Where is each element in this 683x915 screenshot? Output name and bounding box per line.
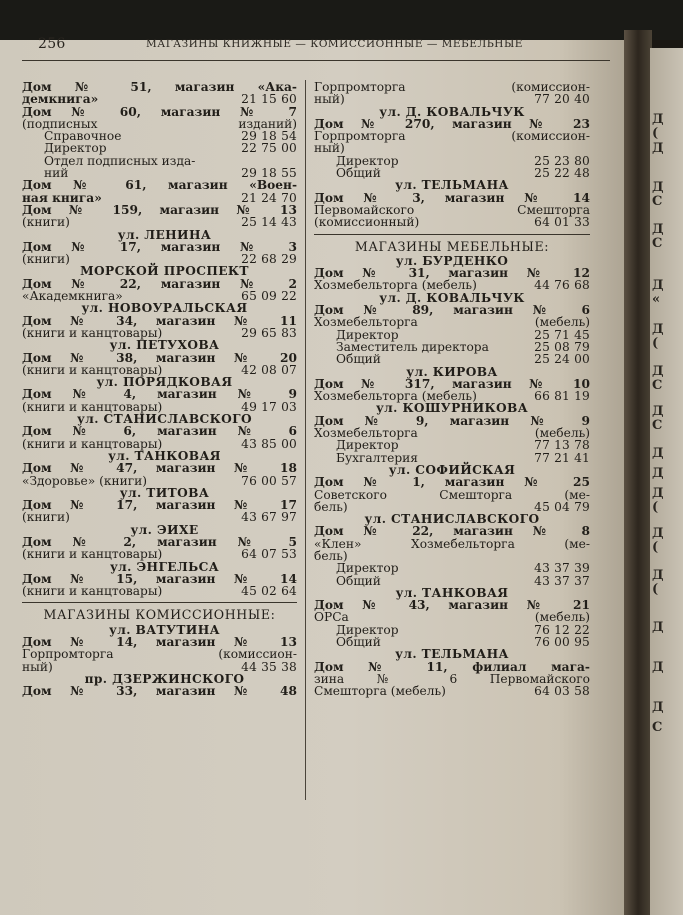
page-number: 256 xyxy=(38,36,66,52)
next-page-fragment: С xyxy=(652,194,663,209)
listing-text: Директор xyxy=(44,141,107,156)
street-heading: ул. СТАНИСЛАВСКОГО xyxy=(77,412,252,427)
listing-text: Дом № 2, магазин № 5 xyxy=(22,534,297,549)
next-page-fragment: Д xyxy=(652,466,664,481)
phone-number: 25 24 00 xyxy=(534,352,590,367)
listing-text: Общий xyxy=(336,573,381,588)
next-page-fragment: Д xyxy=(652,568,664,583)
next-page-fragment: Д xyxy=(652,486,664,501)
listing-text: Общий xyxy=(336,635,381,650)
listing-text: Дом № 31, магазин № 12 xyxy=(314,266,590,281)
phone-number: 29 18 54 xyxy=(241,129,297,144)
phone-number: 25 14 43 xyxy=(241,215,297,230)
listing-text: Директор xyxy=(336,438,399,453)
listing-text: (книги и канцтовары) xyxy=(22,362,163,377)
listing-text: ОРСа (мебель) xyxy=(314,610,590,625)
next-page-fragment: Д xyxy=(652,404,664,419)
listing-text: Дом № 33, магазин № 48 xyxy=(22,684,297,699)
book-spine xyxy=(624,30,652,915)
listing-text: Дом № 17, магазин № 3 xyxy=(22,239,297,254)
phone-number: 77 20 40 xyxy=(534,92,590,107)
next-page-fragment: ( xyxy=(652,582,659,597)
listing-text: Хозмебельторга (мебель) xyxy=(314,278,477,293)
phone-number: 76 12 22 xyxy=(534,622,590,637)
listing-line xyxy=(314,390,590,402)
street-heading: ул. СОФИЙСКАЯ xyxy=(388,462,516,477)
listing-line xyxy=(22,253,297,265)
listing-text: (книги) xyxy=(22,510,70,525)
listing-text: Дом № 11, филиал мага- xyxy=(314,659,590,674)
listing-line xyxy=(314,353,590,365)
listing-text: (книги и канцтовары) xyxy=(22,399,163,414)
next-page-fragment: ( xyxy=(652,126,659,141)
background-top xyxy=(0,0,683,40)
listing-text: (книги и канцтовары) xyxy=(22,325,163,340)
street-heading: пр. ДЗЕРЖИНСКОГО xyxy=(84,671,245,686)
phone-number: 43 85 00 xyxy=(241,436,297,451)
listing-line xyxy=(314,142,590,154)
phone-number: 43 37 37 xyxy=(534,573,590,588)
next-page-fragment: Д xyxy=(652,620,664,635)
next-page-fragment: Д xyxy=(652,700,664,715)
street-heading: ул. ЛЕНИНА xyxy=(117,227,212,242)
listing-text: Дом № 47, магазин № 18 xyxy=(22,461,297,476)
listing-text: (комиссионный) xyxy=(314,215,420,230)
phone-number: 64 07 53 xyxy=(241,547,297,562)
next-page-fragment: Д xyxy=(652,112,664,127)
listing-line xyxy=(22,462,297,474)
street-heading: ул. ПЕТУХОВА xyxy=(109,338,220,353)
listing-text: Общий xyxy=(336,352,381,367)
listing-text: Дом № 61, магазин «Воен- xyxy=(22,178,297,193)
column-divider xyxy=(305,80,306,800)
phone-number: 25 23 80 xyxy=(534,153,590,168)
next-page-fragment: « xyxy=(652,292,661,307)
listing-text: ный) xyxy=(314,141,345,156)
listing-text: Горпромторга (комиссион- xyxy=(314,80,590,94)
phone-number: 44 35 38 xyxy=(241,659,297,674)
next-page-fragment: Д xyxy=(652,222,664,237)
listing-text: Дом № 6, магазин № 6 xyxy=(22,424,297,439)
street-heading: ул. ТАНКОВАЯ xyxy=(108,448,221,463)
listing-text: Директор xyxy=(336,327,399,342)
listing-text: (книги и канцтовары) xyxy=(22,584,163,599)
listing-text: Общий xyxy=(336,166,381,181)
listing-text: Хозмебельторга (мебель) xyxy=(314,315,590,330)
street-heading: ул. Д. КОВАЛЬЧУК xyxy=(379,104,525,119)
left-column xyxy=(22,81,297,698)
listing-text: Дом № 22, магазин № 2 xyxy=(22,276,297,291)
phone-number: 25 22 48 xyxy=(534,166,590,181)
listing-text: Дом № 34, магазин № 11 xyxy=(22,313,297,328)
listing-line xyxy=(314,636,590,648)
listing-line xyxy=(314,130,590,142)
phone-number: 76 00 95 xyxy=(534,635,590,650)
listing-line xyxy=(314,216,590,228)
phone-number: 66 81 19 xyxy=(534,389,590,404)
listing-line xyxy=(314,538,590,550)
listing-line xyxy=(22,661,297,673)
listing-text: Дом № 4, магазин № 9 xyxy=(22,387,297,402)
page-header xyxy=(38,36,558,54)
listing-line xyxy=(22,685,297,697)
listing-line xyxy=(22,327,297,339)
listing-text: (книги) xyxy=(22,215,70,230)
listing-text: Дом № 270, магазин № 23 xyxy=(314,116,590,131)
listing-line xyxy=(22,93,297,105)
listing-line xyxy=(314,167,590,179)
listing-line xyxy=(314,562,590,574)
phone-number: 76 00 57 xyxy=(241,473,297,488)
listing-text: «Академкнига» xyxy=(22,289,123,304)
listing-text: бель) xyxy=(314,548,348,563)
listing-text: (книги и канцтовары) xyxy=(22,436,163,451)
section-rule xyxy=(314,234,590,235)
next-page-fragment: С xyxy=(652,236,663,251)
phone-number: 43 67 97 xyxy=(241,510,297,525)
listing-line xyxy=(314,439,590,451)
next-page-fragment: Д xyxy=(652,322,664,337)
phone-number: 25 08 79 xyxy=(534,339,590,354)
listing-text: Хозмебельторга (мебель) xyxy=(314,389,477,404)
listing-text: Директор xyxy=(336,153,399,168)
phone-number: 25 71 45 xyxy=(534,327,590,342)
listing-line xyxy=(314,685,590,697)
listing-line xyxy=(314,489,590,501)
next-page-fragment: Д xyxy=(652,526,664,541)
next-page-fragment: Д xyxy=(652,660,664,675)
listing-line xyxy=(22,364,297,376)
street-heading: ул. БУРДЕНКО xyxy=(395,253,509,268)
listing-text: бель) xyxy=(314,499,348,514)
street-heading: ул. ВАТУТИНА xyxy=(109,622,220,637)
listing-text: Дом № 317, магазин № 10 xyxy=(314,376,590,391)
street-heading: ул. ЭИХЕ xyxy=(130,522,199,537)
phone-number: 64 03 58 xyxy=(534,684,590,699)
listing-line xyxy=(314,501,590,513)
street-heading: ул. КИРОВА xyxy=(406,364,498,379)
listing-line xyxy=(22,216,297,228)
street-heading: ул. ТЕЛЬМАНА xyxy=(395,178,509,193)
phone-number: 29 65 83 xyxy=(241,325,297,340)
listing-line xyxy=(22,388,297,400)
listing-text: Дом № 17, магазин № 17 xyxy=(22,498,297,513)
street-heading: ул. СТАНИСЛАВСКОГО xyxy=(364,512,540,527)
next-page-fragment: С xyxy=(652,378,663,393)
listing-text: Смешторга (мебель) xyxy=(314,684,446,699)
listing-text: (подписных изданий) xyxy=(22,116,297,131)
listing-text: Хозмебельторга (мебель) xyxy=(314,426,590,441)
next-page-fragment: Д xyxy=(652,180,664,195)
phone-number: 21 15 60 xyxy=(241,92,297,107)
listing-text: Дом № 15, магазин № 14 xyxy=(22,571,297,586)
next-page-fragment: ( xyxy=(652,540,659,555)
street-heading: ул. КОШУРНИКОВА xyxy=(375,401,529,416)
listing-text: Первомайского Смешторга xyxy=(314,202,590,217)
running-title: МАГАЗИНЫ КНИЖНЫЕ — КОМИССИОННЫЕ — МЕБЕЛЬНЫЕ xyxy=(146,38,523,50)
phone-number: 22 75 00 xyxy=(241,141,297,156)
street-heading: ул. ЭНГЕЛЬСА xyxy=(109,559,220,574)
street-heading: ул. ТИТОВА xyxy=(119,485,210,500)
listing-line xyxy=(22,179,297,191)
listing-text: Дом № 60, магазин № 7 xyxy=(22,104,297,119)
listing-line xyxy=(22,438,297,450)
listing-text: Дом № 22, магазин № 8 xyxy=(314,524,590,539)
phone-number: 45 04 79 xyxy=(534,499,590,514)
next-page-fragment: С xyxy=(652,720,663,735)
listing-text: Дом № 89, магазин № 6 xyxy=(314,303,590,318)
listing-text: демкнига» xyxy=(22,92,99,107)
right-column xyxy=(314,81,590,698)
phone-number: 64 01 33 xyxy=(534,215,590,230)
listing-text: Дом № 38, магазин № 20 xyxy=(22,350,297,365)
listing-text: «Клен» Хозмебельторга (ме- xyxy=(314,536,590,551)
listing-line xyxy=(22,142,297,154)
listing-text: Бухгалтерия xyxy=(336,450,418,465)
listing-text: Советского Смешторга (ме- xyxy=(314,487,590,502)
listing-text: ний xyxy=(44,166,69,181)
listing-line xyxy=(314,316,590,328)
street-heading: ул. ПОРЯДКОВАЯ xyxy=(96,375,233,390)
listing-line xyxy=(22,475,297,487)
listing-text: Дом № 1, магазин № 25 xyxy=(314,475,590,490)
next-page-edge xyxy=(650,48,683,915)
listing-line xyxy=(314,476,590,488)
listing-text: «Здоровье» (книги) xyxy=(22,473,147,488)
phone-number: 43 37 39 xyxy=(534,561,590,576)
listing-text: Дом № 9, магазин № 9 xyxy=(314,413,590,428)
phone-number: 77 13 78 xyxy=(534,438,590,453)
next-page-fragment: С xyxy=(652,418,663,433)
phone-number: 22 68 29 xyxy=(241,252,297,267)
phone-number: 65 09 22 xyxy=(241,289,297,304)
listing-line xyxy=(22,548,297,560)
listing-text: Дом № 159, магазин № 13 xyxy=(22,202,297,217)
phone-number: 44 76 68 xyxy=(534,278,590,293)
listing-text: Отдел подписных изда- xyxy=(44,153,196,168)
listing-text: (книги и канцтовары) xyxy=(22,547,163,562)
listing-line xyxy=(314,525,590,537)
listing-text: (книги) xyxy=(22,252,70,267)
listing-text: Заместитель директора xyxy=(336,339,489,354)
street-heading: ул. ТЕЛЬМАНА xyxy=(395,647,509,662)
listing-text: Справочное xyxy=(44,129,122,144)
listing-line xyxy=(314,279,590,291)
listing-line xyxy=(22,425,297,437)
listing-text: Дом № 14, магазин № 13 xyxy=(22,635,297,650)
listing-text: Дом № 3, магазин № 14 xyxy=(314,190,590,205)
listing-line xyxy=(22,511,297,523)
listing-line xyxy=(314,575,590,587)
phone-number: 29 18 55 xyxy=(241,166,297,181)
next-page-fragment: Д xyxy=(652,141,664,156)
listing-line xyxy=(314,452,590,464)
listing-text: Директор xyxy=(336,622,399,637)
phone-number: 42 08 07 xyxy=(241,362,297,377)
next-page-fragment: Д xyxy=(652,446,664,461)
next-page-fragment: ( xyxy=(652,500,659,515)
section-title: МАГАЗИНЫ КОМИССИОННЫЕ: xyxy=(43,607,276,623)
street-heading: ул. ТАНКОВАЯ xyxy=(395,585,509,600)
header-rule xyxy=(22,60,610,61)
listing-line xyxy=(314,611,590,623)
next-page-fragment: ( xyxy=(652,336,659,351)
listing-text: ная книга» xyxy=(22,190,102,205)
listing-text: Дом № 51, магазин «Ака- xyxy=(22,80,297,94)
listing-line xyxy=(22,585,297,597)
listing-text: зина № 6 Первомайского xyxy=(314,671,590,686)
listing-line xyxy=(22,290,297,302)
listing-line xyxy=(22,401,297,413)
listing-text: ный) xyxy=(314,92,345,107)
listing-line xyxy=(314,93,590,105)
phone-number: 77 21 41 xyxy=(534,450,590,465)
listing-text: Директор xyxy=(336,561,399,576)
listing-line xyxy=(22,352,297,364)
phone-number: 45 02 64 xyxy=(241,584,297,599)
street-heading: ул. Д. КОВАЛЬЧУК xyxy=(379,290,525,305)
phone-number: 21 24 70 xyxy=(241,190,297,205)
listing-line xyxy=(22,648,297,660)
section-title: МАГАЗИНЫ МЕБЕЛЬНЫЕ: xyxy=(354,238,550,254)
listing-text: ный) xyxy=(22,659,53,674)
phone-number: 49 17 03 xyxy=(241,399,297,414)
listing-text: Горпромторга (комиссион- xyxy=(22,647,297,662)
street-heading: МОРСКОЙ ПРОСПЕКТ xyxy=(80,264,249,279)
listing-text: Дом № 43, магазин № 21 xyxy=(314,598,590,613)
street-heading: ул. НОВОУРАЛЬСКАЯ xyxy=(81,301,248,316)
section-rule xyxy=(22,602,297,603)
next-page-fragment: Д xyxy=(652,364,664,379)
next-page-fragment: Д xyxy=(652,278,664,293)
listing-text: Горпромторга (комиссион- xyxy=(314,129,590,144)
